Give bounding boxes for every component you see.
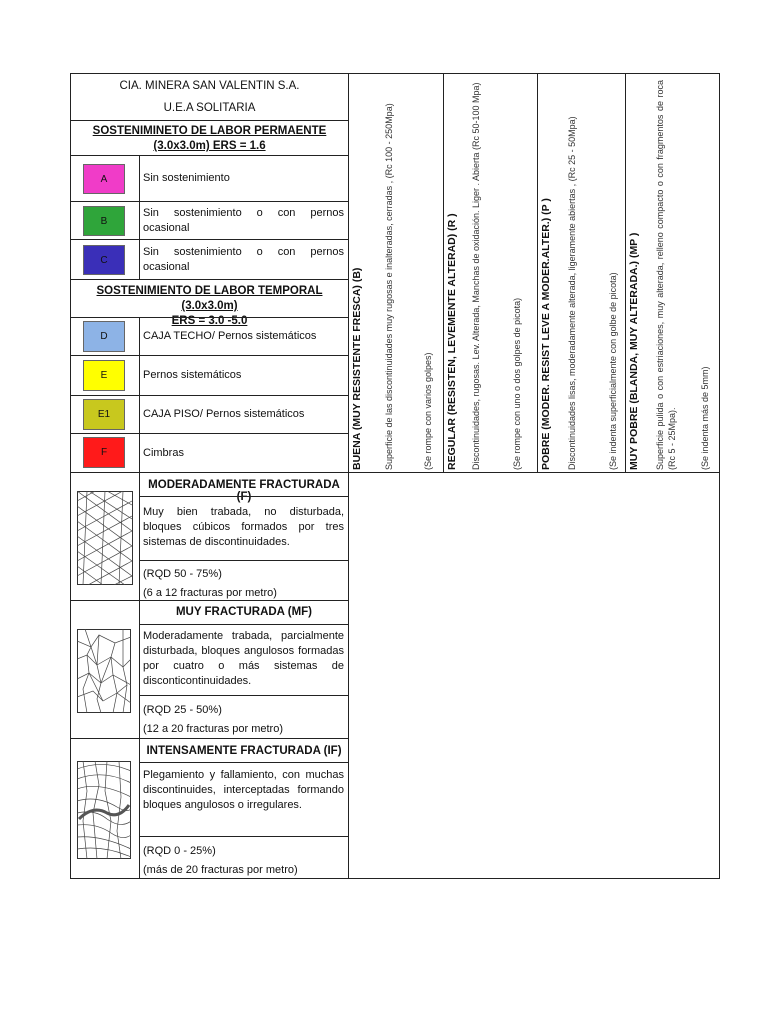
support-label-b: Sin sostenimiento o con pernos ocasional xyxy=(139,201,348,239)
fracture-image-cell-3 xyxy=(71,738,139,879)
fracture-pattern-intense-icon xyxy=(77,761,131,859)
swatch-e: E xyxy=(83,360,125,391)
fracture-count-3: (más de 20 fracturas por metro) xyxy=(143,864,298,876)
fracture-image-cell-1 xyxy=(71,472,139,600)
gsi-chart-area xyxy=(349,473,720,879)
swatch-b: B xyxy=(83,206,125,236)
condition-column-very-poor xyxy=(625,74,720,472)
fracture-pattern-very-icon xyxy=(77,629,131,713)
condition-test-very-poor: (Se indenta más de 5mm) xyxy=(700,366,710,470)
support-code-cell-d xyxy=(71,317,139,355)
fracture-pattern-moderate-icon xyxy=(77,491,133,585)
condition-desc-good: Superficie de las discontinuidades muy rugosas e inalteradas, cerradas , (Rc 100 - 250Mpa) xyxy=(384,103,394,470)
permanent-title-line1: SOSTENIMINETO DE LABOR PERMAENTE xyxy=(92,125,327,137)
condition-desc-poor: Discontinuidades lisas, moderadamente alterada, ligeramente abiertas , (Rc 25 - 50Mpa) xyxy=(567,116,577,470)
support-label-a: Sin sostenimiento xyxy=(139,155,348,201)
support-code-cell-b xyxy=(71,201,139,239)
gsi-table xyxy=(70,73,720,879)
unit-name: U.E.A SOLITARIA xyxy=(163,102,256,114)
fracture-desc-2: Moderadamente trabada, parcialmente disturbada, bloques angulosos formadas por cuatro o más sistemas de disconticontinuidades. xyxy=(139,624,348,695)
fracture-title-3: INTENSAMENTE FRACTURADA (IF) xyxy=(139,738,348,762)
fracture-desc-3: Plegamiento y fallamiento, con muchas discontinuides, interceptadas formando bloques angulosos o irregulares. xyxy=(139,762,348,836)
permanent-title-line2: (3.0x3.0m) ERS = 1.6 xyxy=(153,140,266,152)
condition-title-poor: POBRE (MODER. RESIST LEVE A MODER.ALTER.) (P ) xyxy=(540,198,552,470)
fracture-title-2: MUY FRACTURADA (MF) xyxy=(139,600,348,624)
fracture-rqd-cell-2 xyxy=(139,695,348,738)
temporal-support-title xyxy=(71,279,348,327)
fracture-rqd-2: (RQD 25 - 50%) xyxy=(143,704,222,716)
fracture-rqd-cell-1 xyxy=(139,560,348,600)
condition-test-poor: (Se indenta superficialmente con golbe de picota) xyxy=(608,272,618,470)
company-name: CIA. MINERA SAN VALENTIN S.A. xyxy=(119,80,300,92)
condition-test-good: (Se rompe con varios golpes) xyxy=(423,352,433,470)
permanent-support-title xyxy=(71,120,348,155)
support-code-cell-e xyxy=(71,355,139,395)
fracture-rqd-1: (RQD 50 - 75%) xyxy=(143,568,222,580)
fracture-title-1: MODERADAMENTE FRACTURADA (F) xyxy=(139,472,348,496)
swatch-e1: E1 xyxy=(83,399,125,430)
condition-test-regular: (Se rompe con uno o dos golpes de picota) xyxy=(512,297,522,470)
condition-title-regular: REGULAR (RESISTEN, LEVEMENTE ALTERAD) (R ) xyxy=(446,213,458,470)
fracture-rqd-cell-3 xyxy=(139,836,348,879)
condition-desc-regular: Discontinuidades, rugosas. Lev. Alterada, Manchas de oxidación. Liger . Abierta (Rc 50-100 Mpa) xyxy=(471,82,481,470)
swatch-f: F xyxy=(83,437,125,468)
swatch-a: A xyxy=(83,164,125,194)
condition-title-very-poor: MUY POBRE (BLANDA, MUY ALTERADA.) (MP ) xyxy=(628,232,640,470)
temporal-title-line2: ERS = 3.0 -5.0 xyxy=(171,315,248,327)
support-label-d: CAJA TECHO/ Pernos sistemáticos xyxy=(139,317,348,355)
support-label-c: Sin sostenimiento o con pernos ocasional xyxy=(139,239,348,279)
support-label-f: Cimbras xyxy=(139,433,348,472)
support-code-cell-c xyxy=(71,239,139,279)
fracture-image-cell-2 xyxy=(71,600,139,738)
fracture-rqd-3: (RQD 0 - 25%) xyxy=(143,845,216,857)
condition-column-regular xyxy=(443,74,537,472)
fracture-count-2: (12 a 20 fracturas por metro) xyxy=(143,723,284,735)
condition-column-poor xyxy=(537,74,625,472)
condition-column-good xyxy=(349,74,443,472)
fracture-count-1: (6 a 12 fracturas por metro) xyxy=(143,587,277,599)
support-code-cell-e1 xyxy=(71,395,139,433)
support-code-cell-a xyxy=(71,155,139,201)
swatch-d: D xyxy=(83,321,125,352)
temporal-title-line1: SOSTENIMIENTO DE LABOR TEMPORAL (3.0x3.0m) xyxy=(96,285,323,312)
fracture-desc-1: Muy bien trabada, no disturbada, bloques cúbicos formados por tres sistemas de discontinuidades. xyxy=(139,496,348,560)
support-label-e1: CAJA PISO/ Pernos sistemáticos xyxy=(139,395,348,433)
swatch-c: C xyxy=(83,245,125,275)
support-code-cell-f xyxy=(71,433,139,472)
condition-desc-very-poor: Superficie pulida o con estriaciones, muy alterada, relleno compacto o con fragmentos de roca (Rc 5 - 25Mpa). xyxy=(655,80,677,470)
condition-title-good: BUENA (MUY RESISTENTE FRESCA) (B) xyxy=(351,267,363,470)
support-label-e: Pernos sistemáticos xyxy=(139,355,348,395)
